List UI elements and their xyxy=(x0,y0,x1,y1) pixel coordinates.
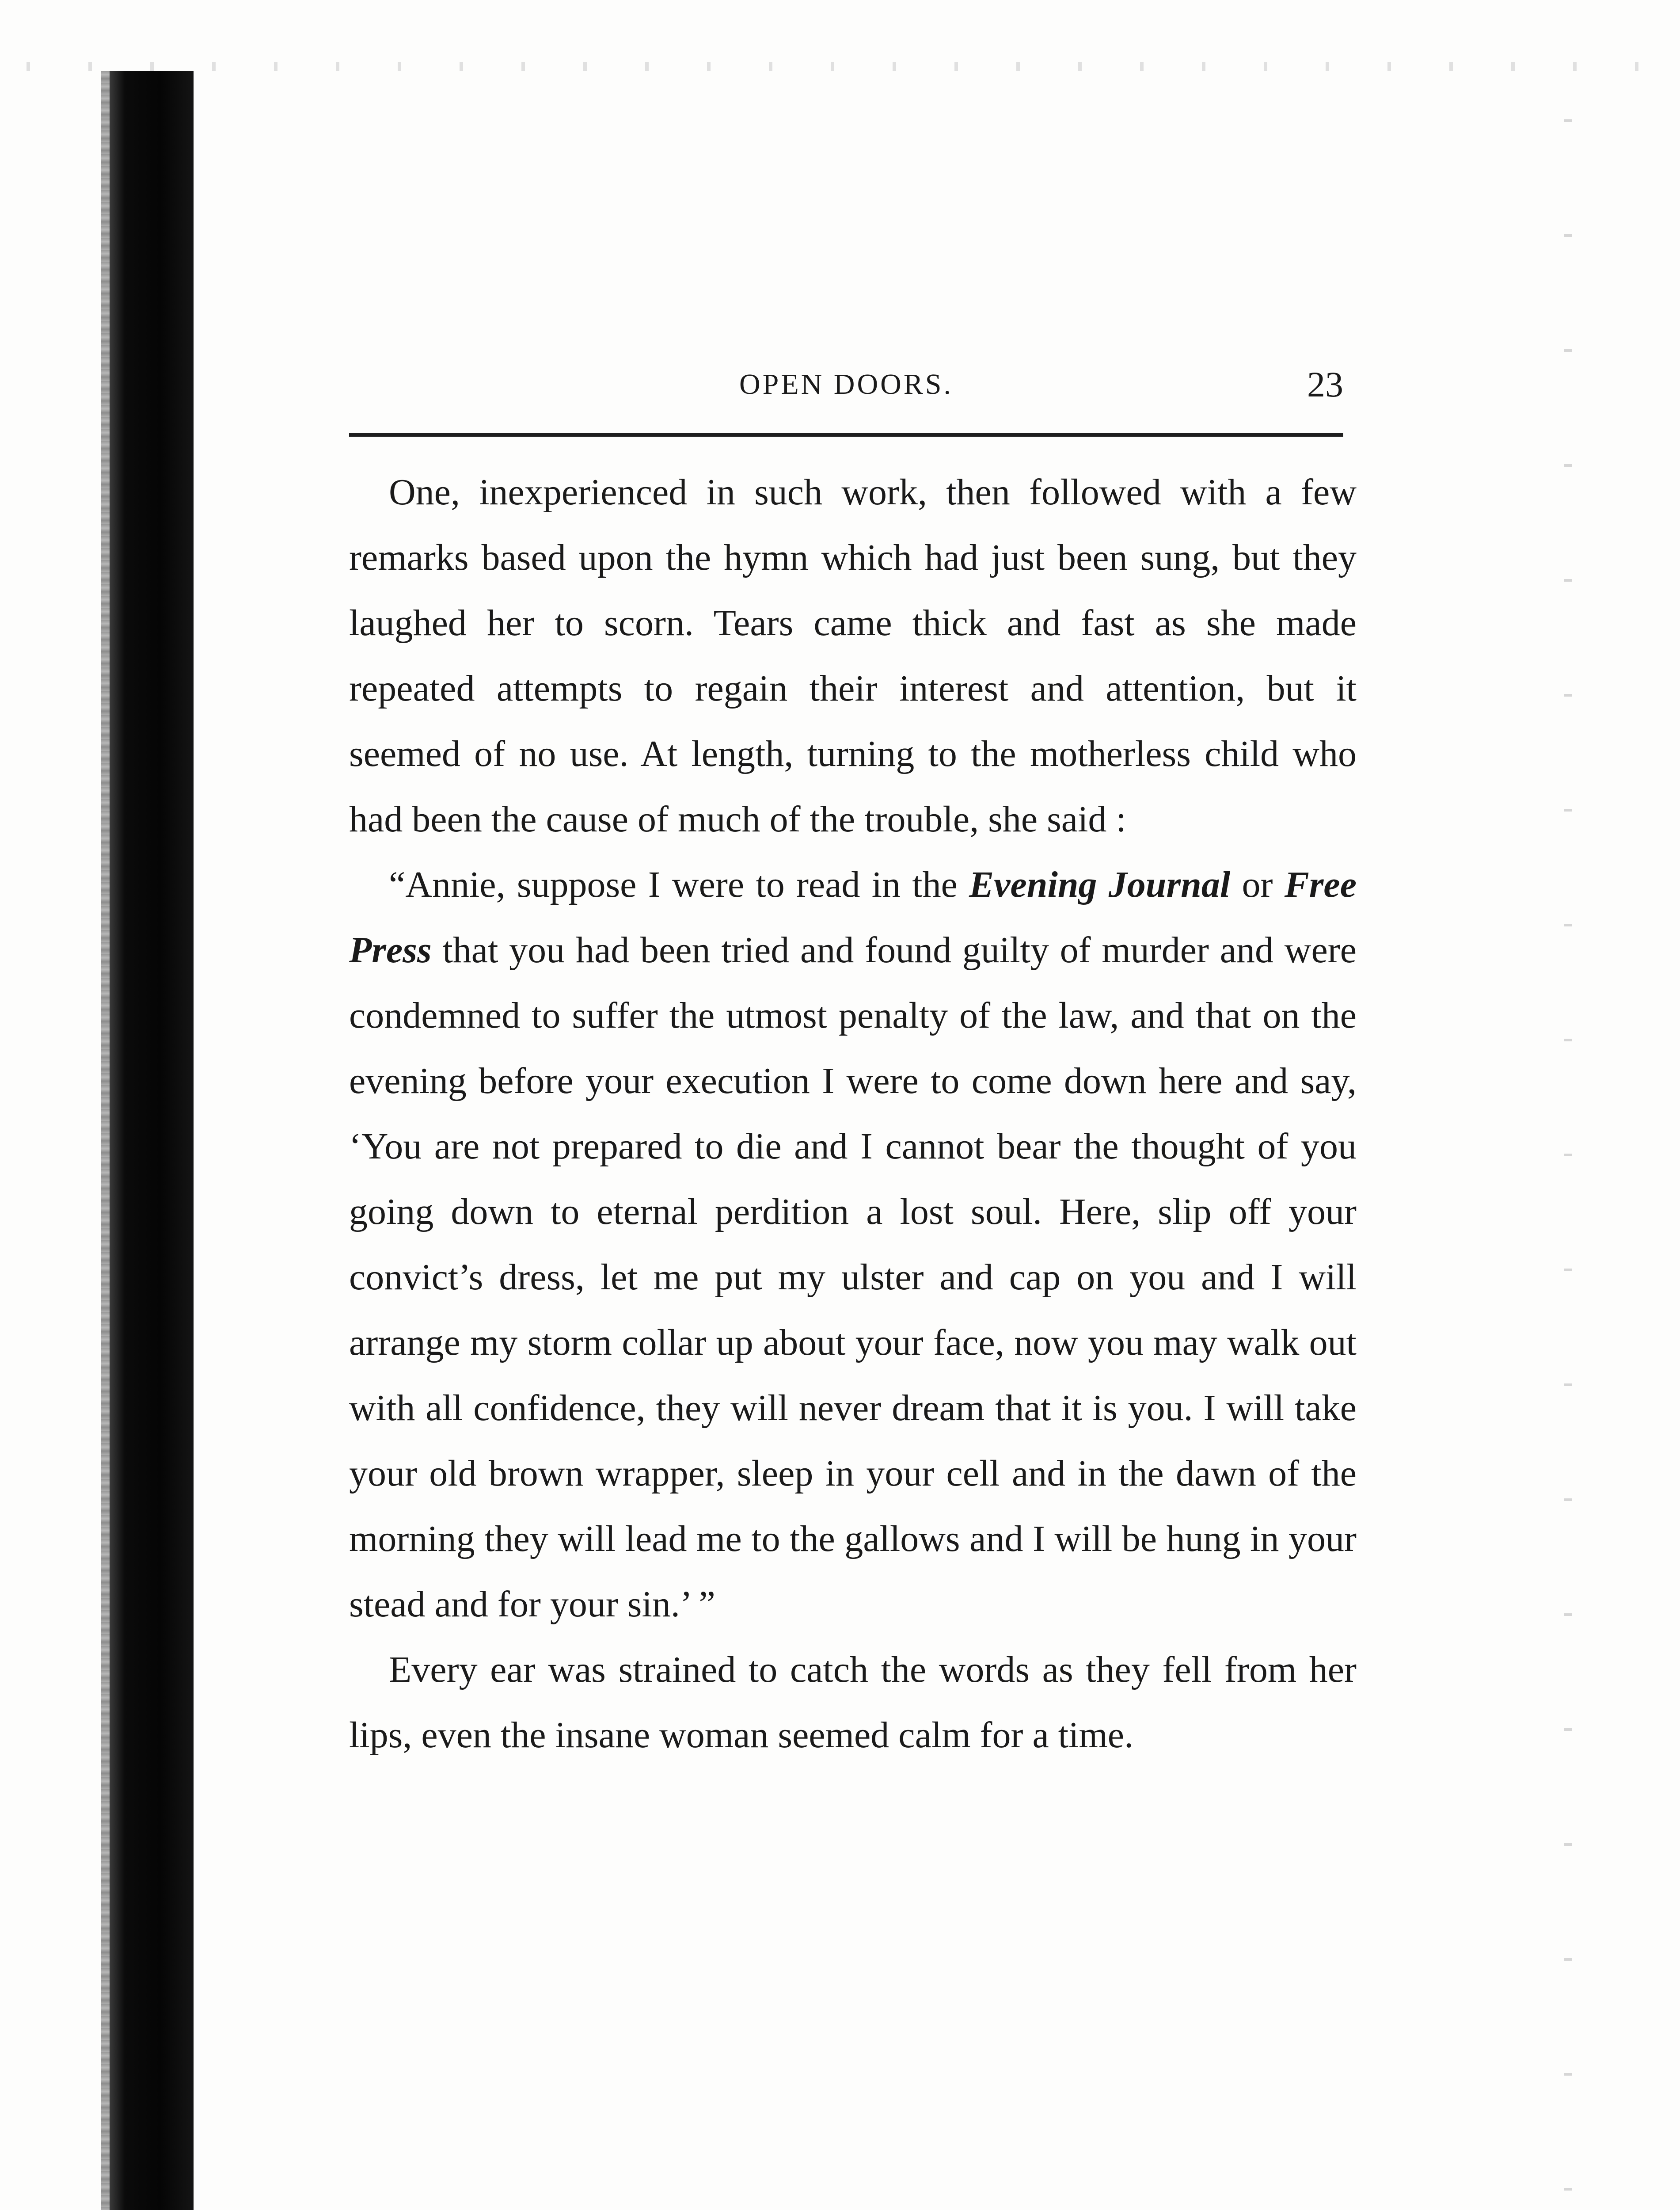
page-number: 23 xyxy=(1307,364,1343,404)
paragraph-2-part-1: “Annie, suppose I were to read in the xyxy=(389,864,969,905)
paragraph-1: One, inexperienced in such work, then followed with a few remarks based upon the hymn which had just been sung, but they laughed her to scorn. Tears came thick and fast as she made repeated attempts to regain their interest and attention, but it seemed of no use. At length, turning to the motherless child who had been the cause of much of the trouble, she said : xyxy=(349,472,1357,840)
header-rule xyxy=(349,433,1343,437)
paragraph-3: Every ear was strained to catch the words as they fell from her lips, even the insane woman seemed calm for a time. xyxy=(349,1649,1357,1756)
page-header xyxy=(349,360,1343,409)
paragraph-2-part-3: that you had been tried and found guilty of murder and were condemned to suffer the utmost penalty of the law, and that on the evening before your execution I were to come down here and say, ‘You are not prepared to die and I cannot bear the thought of you going down to eternal perdition a lost soul. Here, slip off your convict’s dress, let me put my ulster and cap on you and I will arrange my storm collar up about your face, now you may walk out with all confidence, they will never dream that it is you. I will take your old brown wrapper, sleep in your cell and in the dawn of the morning they will lead me to the gallows and I will be hung in your stead and for your sin.’ ” xyxy=(349,930,1357,1625)
newspaper-title-evening-journal: Evening Journal xyxy=(969,864,1231,905)
binding-shadow xyxy=(110,71,194,2210)
scan-noise-top xyxy=(0,62,1680,71)
scan-noise-right xyxy=(1564,66,1572,2210)
newspaper-title-free-press: Free Press xyxy=(349,864,1357,971)
body-text xyxy=(349,460,1357,1768)
running-title: OPEN DOORS. xyxy=(739,368,954,400)
paragraph-2-part-2: or xyxy=(1230,864,1285,905)
paragraph-2 xyxy=(349,852,1357,1637)
